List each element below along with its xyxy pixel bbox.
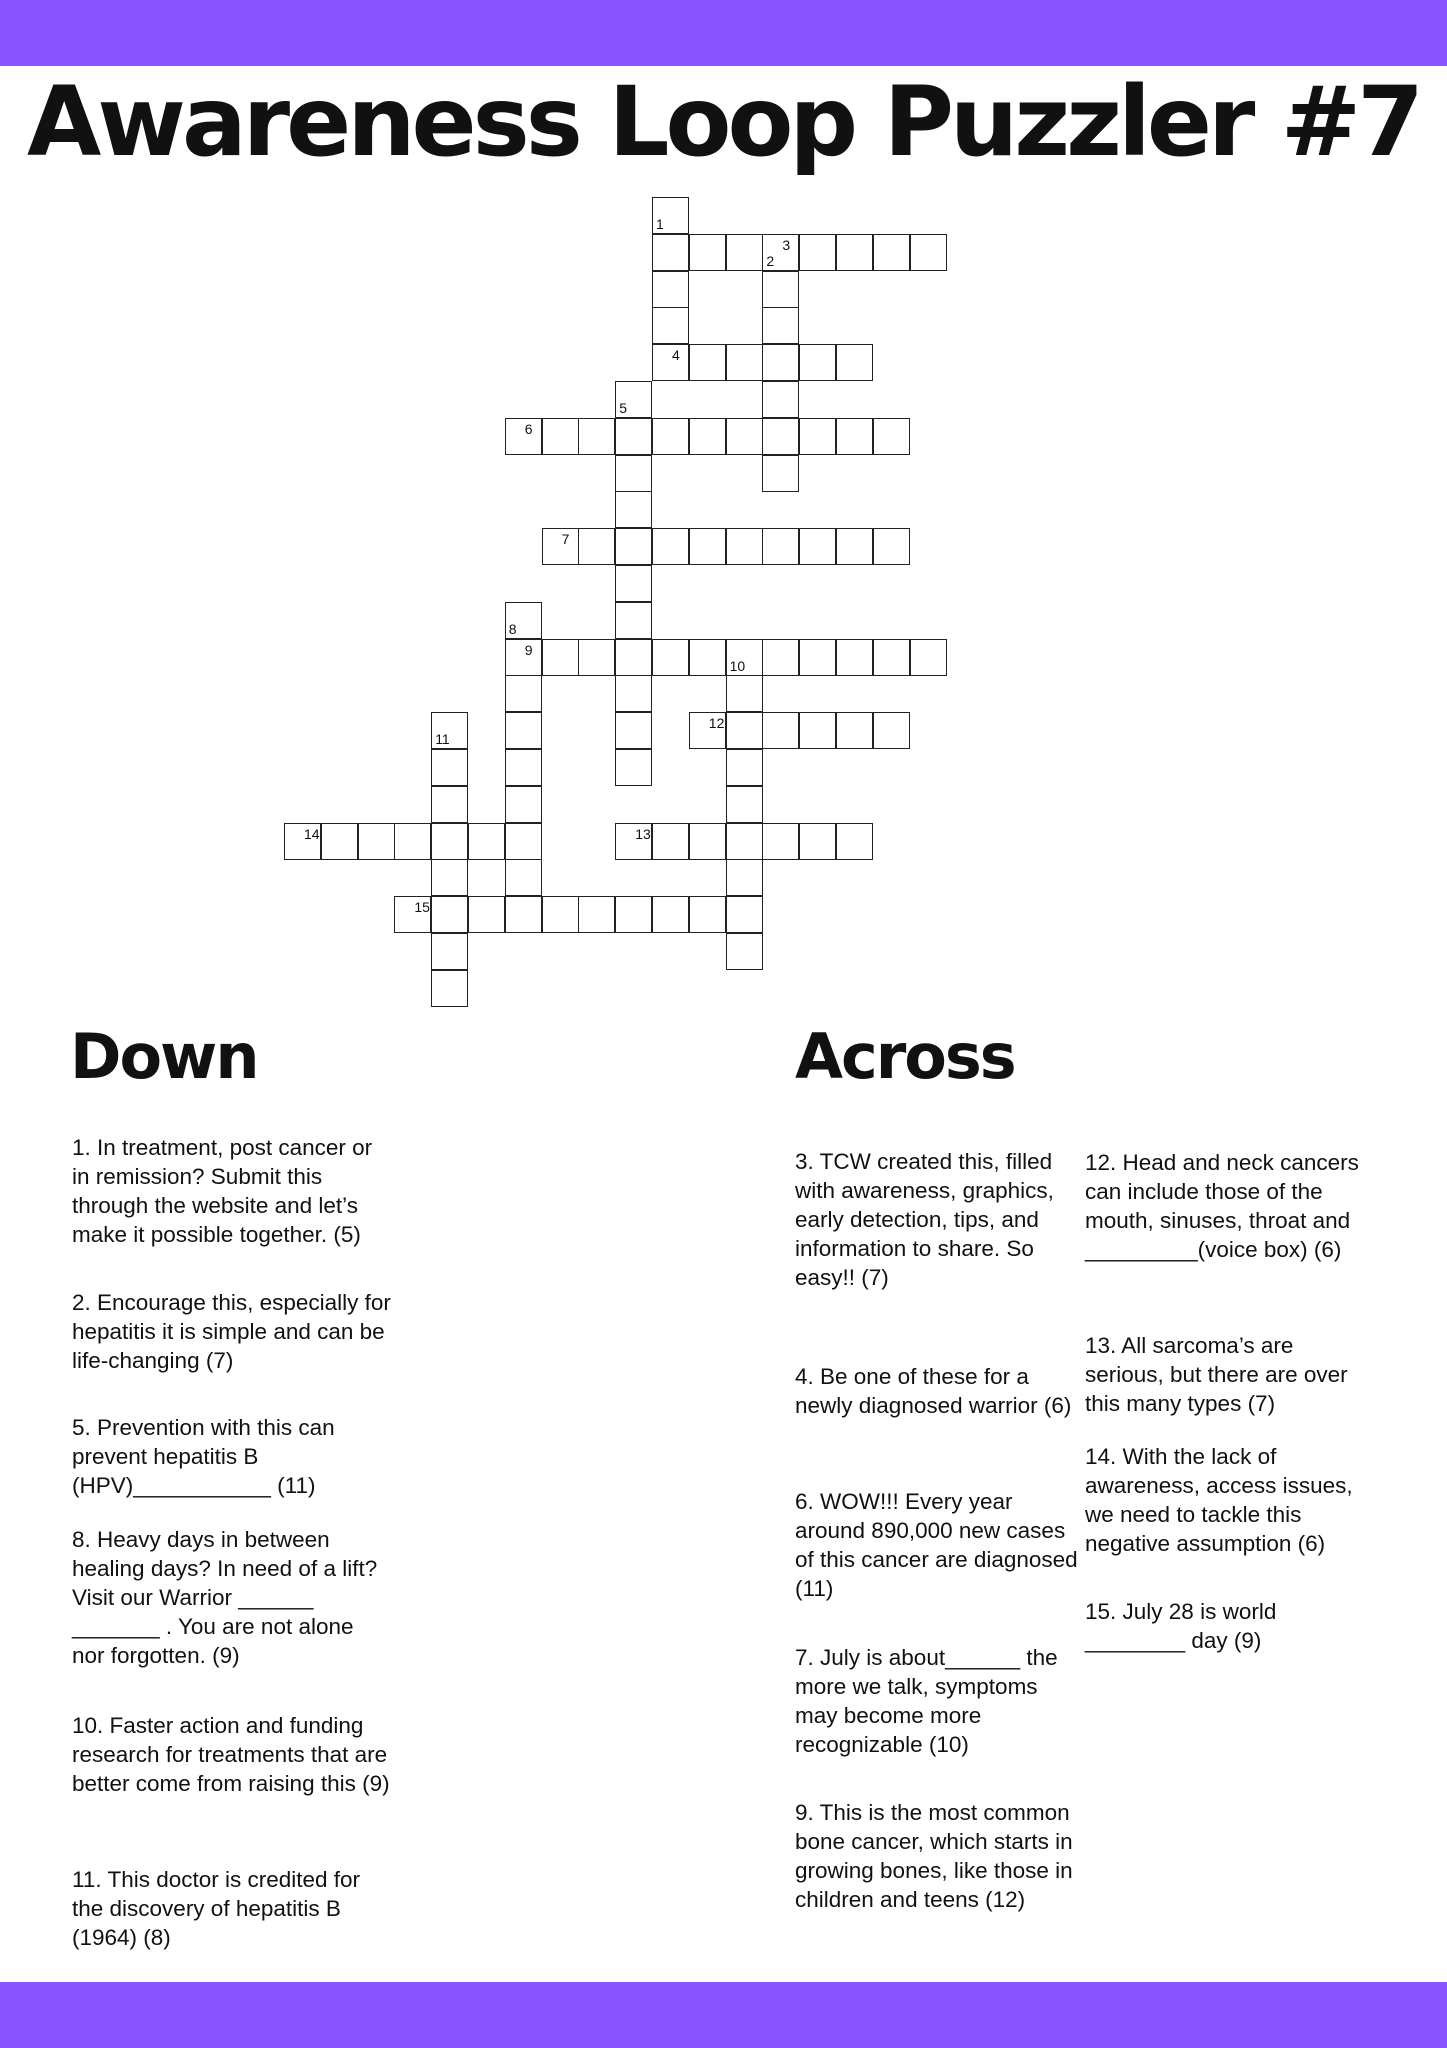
grid-cell[interactable] [505,712,542,749]
grid-cell[interactable] [689,234,726,271]
grid-cell[interactable] [726,859,763,896]
grid-cell[interactable] [394,823,431,860]
grid-cell[interactable] [615,749,652,786]
grid-cell[interactable] [542,418,579,455]
across-clue-7: 7. July is about______ the more we talk, symptoms may become more recognizable (10) [795,1645,1058,1757]
clue-number-13: 13 [635,825,651,842]
across-clue-6: 6. WOW!!! Every year around 890,000 new cases of this cancer are diagnosed (11) [795,1489,1078,1601]
grid-cell[interactable] [468,823,505,860]
clue-number-2: 2 [766,252,775,269]
clue-number-14: 14 [304,825,320,842]
grid-cell[interactable] [505,823,542,860]
grid-cell[interactable] [505,639,542,676]
clue-number-11: 11 [435,731,450,748]
grid-cell[interactable] [762,823,799,860]
clue-number-15: 15 [414,899,430,916]
grid-cell[interactable] [799,639,836,676]
grid-cell[interactable] [431,859,468,896]
grid-cell[interactable] [873,234,910,271]
grid-cell[interactable] [726,418,763,455]
grid-cell[interactable] [799,234,836,271]
clue-number-1: 1 [656,216,664,232]
grid-cell[interactable] [505,418,542,455]
grid-cell[interactable] [689,639,726,676]
down-clue-8: 8. Heavy days in between healing days? In need of a lift? Visit our Warrior ______ _______ . You are not alone nor forgotten. (9) [72,1527,378,1668]
grid-cell[interactable] [431,749,468,786]
down-heading: Down [70,1020,258,1093]
grid-cell[interactable] [615,418,652,455]
grid-cell[interactable] [726,344,763,381]
grid-cell[interactable] [726,528,763,565]
grid-cell[interactable] [762,418,799,455]
across-clue-3: 3. TCW created this, filled with awareness, graphics, early detection, tips, and information to share. So easy!! (7) [795,1149,1054,1290]
grid-cell[interactable] [726,933,763,970]
grid-cell[interactable] [762,344,799,381]
grid-cell[interactable] [615,675,652,712]
grid-cell[interactable] [836,234,873,271]
clue-number-3: 3 [782,236,791,253]
grid-cell[interactable] [762,271,799,308]
clue-number-9: 9 [524,641,533,658]
grid-cell[interactable] [652,823,689,860]
puzzle-title: Awareness Loop Puzzler #7 [26,66,1421,178]
grid-cell[interactable] [431,823,468,860]
grid-cell[interactable] [836,418,873,455]
grid-cell[interactable] [652,307,689,344]
grid-cell[interactable] [762,381,799,418]
grid-cell[interactable] [505,896,542,933]
grid-cell[interactable] [910,234,947,271]
across-clue-4: 4. Be one of these for a newly diagnosed warrior (6) [795,1364,1072,1418]
grid-cell[interactable] [726,234,763,271]
grid-cell[interactable] [615,602,652,639]
grid-cell[interactable] [652,234,689,271]
grid-cell[interactable] [615,896,652,933]
across-clue-13: 13. All sarcoma’s are serious, but there are over this many types (7) [1085,1333,1348,1416]
grid-cell[interactable] [762,639,799,676]
grid-cell[interactable] [762,712,799,749]
grid-cell[interactable] [762,528,799,565]
clue-number-8: 8 [508,620,517,637]
grid-cell[interactable] [578,418,615,455]
down-clue-2: 2. Encourage this, especially for hepatitis it is simple and can be life-changing (7) [72,1290,391,1373]
grid-cell[interactable] [873,418,910,455]
clue-number-10: 10 [729,657,746,674]
grid-cell[interactable] [799,418,836,455]
across-clue-9: 9. This is the most common bone cancer, which starts in growing bones, like those in children and teens (12) [795,1800,1073,1912]
grid-cell[interactable] [652,271,689,308]
grid-cell[interactable] [799,528,836,565]
grid-cell[interactable] [873,528,910,565]
grid-cell[interactable] [689,528,726,565]
grid-cell[interactable] [652,528,689,565]
bottom-color-band [0,1982,1447,2048]
grid-cell[interactable] [726,675,763,712]
grid-cell[interactable] [431,933,468,970]
grid-cell[interactable] [431,970,468,1007]
grid-cell[interactable] [615,491,652,528]
grid-cell[interactable] [762,455,799,492]
grid-cell[interactable] [615,639,652,676]
across-clue-12: 12. Head and neck cancers can include those of the mouth, sinuses, throat and _________(voice box) (6) [1085,1150,1359,1262]
grid-cell[interactable] [542,639,579,676]
down-clue-5: 5. Prevention with this can prevent hepatitis B (HPV)___________ (11) [72,1415,335,1498]
down-clue-10: 10. Faster action and funding research for treatments that are better come from raising this (9) [72,1713,390,1796]
grid-cell[interactable] [652,896,689,933]
grid-cell[interactable] [873,712,910,749]
across-clue-15: 15. July 28 is world ________ day (9) [1085,1599,1277,1653]
grid-cell[interactable] [726,896,763,933]
grid-cell[interactable] [689,344,726,381]
grid-cell[interactable] [873,639,910,676]
grid-cell[interactable] [726,749,763,786]
clue-number-6: 6 [524,420,533,437]
clue-number-5: 5 [619,400,627,416]
grid-cell[interactable] [689,823,726,860]
grid-cell[interactable] [689,418,726,455]
across-heading: Across [795,1020,1015,1093]
across-clue-14: 14. With the lack of awareness, access issues, we need to tackle this negative assumption (6) [1085,1444,1353,1556]
grid-cell[interactable] [652,344,689,381]
grid-cell[interactable] [615,565,652,602]
grid-cell[interactable] [652,418,689,455]
grid-cell[interactable] [799,344,836,381]
clue-number-7: 7 [561,531,570,548]
grid-cell[interactable] [836,344,873,381]
grid-cell[interactable] [542,528,579,565]
grid-cell[interactable] [578,528,615,565]
down-clue-1: 1. In treatment, post cancer or in remission? Submit this through the website and let’s make it possible together. (5) [72,1135,373,1247]
grid-cell[interactable] [836,639,873,676]
crossword-grid [0,0,1447,1020]
grid-cell[interactable] [615,455,652,492]
clue-number-4: 4 [672,347,680,364]
grid-cell[interactable] [726,712,763,749]
grid-cell[interactable] [726,823,763,860]
grid-cell[interactable] [799,823,836,860]
grid-cell[interactable] [726,786,763,823]
grid-cell[interactable] [836,823,873,860]
grid-cell[interactable] [836,528,873,565]
grid-cell[interactable] [431,786,468,823]
grid-cell[interactable] [505,675,542,712]
grid-cell[interactable] [505,749,542,786]
grid-cell[interactable] [468,896,505,933]
grid-cell[interactable] [799,712,836,749]
grid-cell[interactable] [615,712,652,749]
clue-number-12: 12 [708,715,725,732]
grid-cell[interactable] [578,896,615,933]
grid-cell[interactable] [689,896,726,933]
grid-cell[interactable] [762,307,799,344]
grid-cell[interactable] [321,823,358,860]
grid-cell[interactable] [910,639,947,676]
grid-cell[interactable] [358,823,395,860]
grid-cell[interactable] [578,639,615,676]
grid-cell[interactable] [652,639,689,676]
grid-cell[interactable] [542,896,579,933]
grid-cell[interactable] [505,859,542,896]
down-clue-11: 11. This doctor is credited for the discovery of hepatitis B (1964) (8) [72,1867,361,1950]
grid-cell[interactable] [505,786,542,823]
grid-cell[interactable] [431,896,468,933]
grid-cell[interactable] [836,712,873,749]
grid-cell[interactable] [615,528,652,565]
